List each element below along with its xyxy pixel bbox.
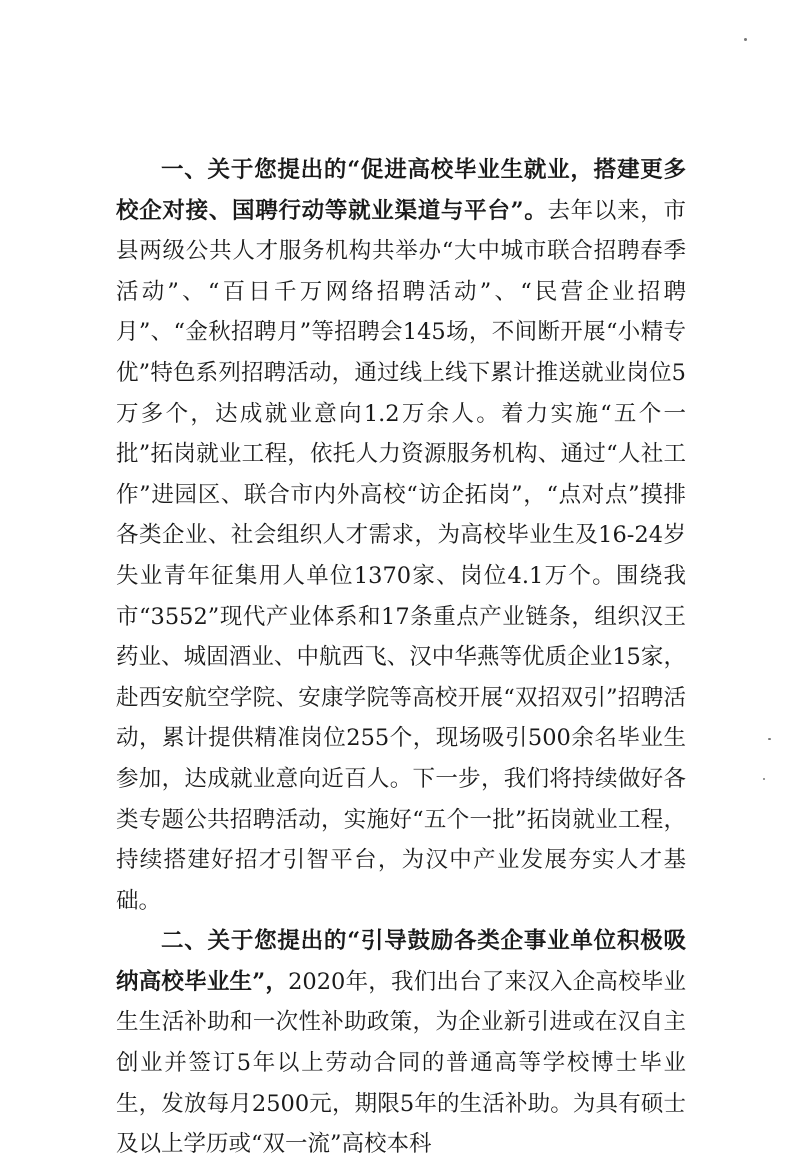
paragraph-2-text: 2020年，我们出台了来汉入企高校毕业生生活补助和一次性补助政策，为企业新引进或在汉自主创业并签订5年以上劳动合同的普通高等学校博士毕业生，发放每月2500元，期限5年的生活补助。为具有硕士及以上学历或“双一流”高校本科 xyxy=(116,968,686,1158)
paragraph-1 xyxy=(116,150,686,921)
paragraph-2-heading: 二、关于您提出的“引导鼓励各类企事业单位积极吸纳高校毕业生”， xyxy=(116,928,686,995)
paragraph-1-text: 去年以来，市县两级公共人才服务机构共举办“大中城市联合招聘春季活动”、“百日千万网络招聘活动”、“民营企业招聘月”、“金秋招聘月”等招聘会145场，不间断开展“小精专优”特色系列招聘活动，通过线上线下累计推送就业岗位5万多个，达成就业意向1.2万余人。着力实施“五个一批”拓岗就业工程，依托人力资源服务机构、通过“人社工作”进园区、联合市内外高校“访企拓岗”，“点对点”摸排各类企业、社会组织人才需求，为高校毕业生及16-24岁失业青年征集用人单位1370家、岗位4.1万个。围绕我市“3552”现代产业体系和17条重点产业链条，组织汉王药业、城固酒业、中航西飞、汉中华燕等优质企业15家，赴西安航空学院、安康学院等高校开展“双招双引”招聘活动，累计提供精准岗位255个，现场吸引500余名毕业生参加，达成就业意向近百人。下一步，我们将持续做好各类专题公共招聘活动，实施好“五个一批”拓岗就业工程，持续搭建好招才引智平台，为汉中产业发展夯实人才基础。 xyxy=(116,197,686,914)
scan-speck xyxy=(763,778,765,780)
paragraph-2 xyxy=(116,921,686,1165)
scan-speck xyxy=(744,38,747,41)
paragraph-1-heading: 一、关于您提出的“促进高校毕业生就业，搭建更多校企对接、国聘行动等就业渠道与平台”。 xyxy=(116,157,686,224)
document-body xyxy=(116,150,686,1165)
scan-speck xyxy=(768,738,771,740)
